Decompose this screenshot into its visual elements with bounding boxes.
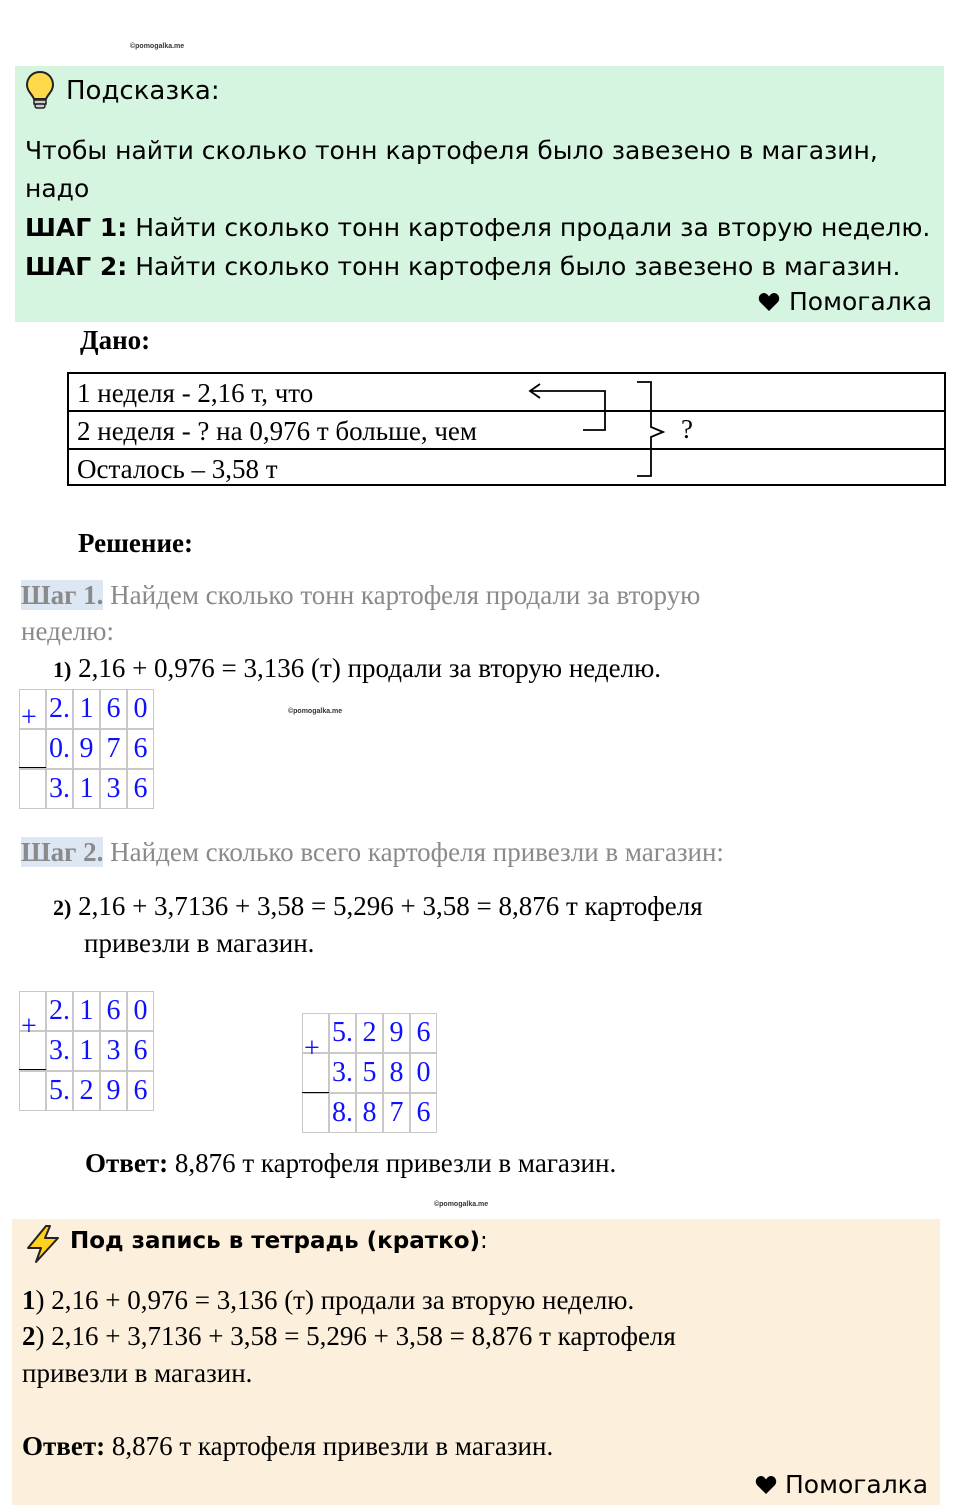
step-2-label: Шаг 2. [21,837,104,867]
notebook-answer [22,1431,553,1462]
digit: 3 [100,1031,127,1071]
digit: 9 [73,729,100,769]
notebook-answer-text: 8,876 т картофеля привезли в магазин. [105,1431,554,1461]
step-1-number: 1) [53,657,72,682]
dano-row-1: 1 неделя - 2,16 т, что [77,378,314,408]
dano-row [69,448,944,486]
solution-title: Решение: [78,528,193,558]
dano-question: ? [681,414,693,444]
watermark: ©pomogalka.me [130,43,185,50]
hint-step-2 [25,248,900,286]
step-2-equation [53,891,703,922]
hint-title: Подсказка: [66,76,220,106]
notebook-line-3: привезли в магазин. [22,1358,253,1388]
hint-line-2: надо [25,174,90,203]
step-2-text: Найдем сколько всего картофеля привезли в магазин: [103,837,724,867]
digit: 2. [46,991,73,1031]
watermark: ©pomogalka.me [288,708,343,715]
dano-table [67,372,946,486]
plus-sign: + [304,1033,320,1064]
digit: 6 [127,1071,154,1111]
step-2-equation-text: 2,16 + 3,7136 + 3,58 = 5,296 + 3,58 = 8,876 т картофеля [71,891,703,921]
answer-label: Ответ: [85,1148,169,1178]
digit: 1 [73,991,100,1031]
digit: 3 [100,769,127,809]
grid-cell [19,769,46,809]
grid-cell [302,1093,329,1133]
digit: 8. [329,1093,356,1133]
hint-step-2-label: ШАГ 2: [25,252,128,281]
digit: 0 [410,1053,437,1093]
notebook-title-colon: : [480,1228,488,1254]
lightbulb-icon [24,70,56,115]
digit: 0 [127,991,154,1031]
notebook-line-1 [22,1285,634,1316]
digit: 6 [127,769,154,809]
digit: 5. [46,1071,73,1111]
hint-line-1: Чтобы найти сколько тонн картофеля было завезено в магазин, [25,136,878,165]
step-2-heading [21,837,724,868]
hint-step-2-text: Найти сколько тонн картофеля было завезено в магазин. [127,252,901,281]
dano-row-3: Осталось – 3,58 т [77,454,278,484]
lightning-icon [24,1224,62,1269]
notebook-line-1-text: ) 2,16 + 0,976 = 3,136 (т) продали за вторую неделю. [35,1285,635,1315]
notebook-line-2-text: ) 2,16 + 3,7136 + 3,58 = 5,296 + 3,58 = 8,876 т картофеля [35,1321,676,1351]
hint-step-1 [25,209,930,247]
digit: 6 [100,689,127,729]
sum-line [19,1069,46,1070]
digit: 1 [73,769,100,809]
answer-text: 8,876 т картофеля привезли в магазин. [168,1148,617,1178]
digit: 3. [46,1031,73,1071]
notebook-line-1-num: 1 [22,1285,36,1315]
digit: 0 [127,689,154,729]
digit: 1 [73,1031,100,1071]
digit: 2 [73,1071,100,1111]
notebook-brand: Помогалка [785,1470,929,1499]
hint-step-1-text: Найти сколько тонн картофеля продали за вторую неделю. [127,213,931,242]
notebook-line-2-num: 2 [22,1321,36,1351]
notebook-answer-label: Ответ: [22,1431,106,1461]
digit: 6 [410,1013,437,1053]
watermark: ©pomogalka.me [434,1201,489,1208]
digit: 7 [383,1093,410,1133]
hint-step-1-label: ШАГ 1: [25,213,128,242]
digit: 9 [383,1013,410,1053]
digit: 8 [383,1053,410,1093]
digit: 6 [127,729,154,769]
sum-line [19,767,46,768]
grid-cell [19,729,46,769]
digit: 7 [100,729,127,769]
step-1-text-2: неделю: [21,616,114,646]
digit: 3. [329,1053,356,1093]
digit: 2 [356,1013,383,1053]
step-1-equation-text: 2,16 + 0,976 = 3,136 (т) продали за вторую неделю. [71,653,662,683]
plus-sign: + [21,1011,37,1042]
notebook-line-2 [22,1321,676,1352]
digit: 1 [73,689,100,729]
notebook-title [70,1228,488,1254]
grid-cell [19,1071,46,1111]
step-1-equation [53,653,661,684]
step-2-number: 2) [53,895,72,920]
digit: 5 [356,1053,383,1093]
step-2-equation-2: привезли в магазин. [84,928,315,958]
answer [85,1148,616,1179]
digit: 6 [127,1031,154,1071]
hint-brand: Помогалка [789,287,933,316]
step-1-label: Шаг 1. [21,580,104,610]
digit: 8 [356,1093,383,1133]
digit: 0. [46,729,73,769]
dano-title: Дано: [80,325,151,355]
heart-icon [758,292,780,317]
step-1-heading [21,580,700,611]
digit: 6 [410,1093,437,1133]
digit: 3. [46,769,73,809]
heart-icon [755,1475,777,1500]
dano-row [69,410,944,448]
digit: 9 [100,1071,127,1111]
digit: 6 [100,991,127,1031]
dano-row [69,374,944,412]
dano-row-2: 2 неделя - ? на 0,976 т больше, чем [77,416,477,446]
notebook-title-text: Под запись в тетрадь (кратко) [70,1228,481,1254]
digit: 2. [46,689,73,729]
digit: 5. [329,1013,356,1053]
brace-icon [635,380,675,485]
comparison-arrow-icon [525,378,615,443]
plus-sign: + [21,702,37,733]
step-1-text: Найдем сколько тонн картофеля продали за вторую [103,580,701,610]
